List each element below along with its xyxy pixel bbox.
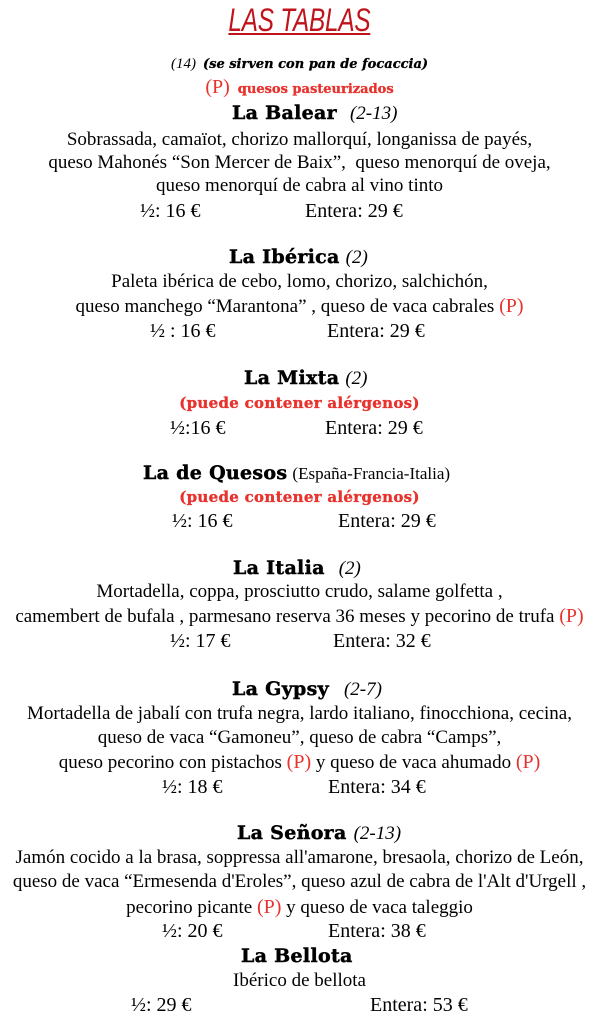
pasteurized-mark: (P) — [559, 605, 584, 627]
tabla-name: La Bellota — [241, 945, 353, 967]
ingredients-text: Jamón cocido a la brasa, soppressa all'amarone, bresaola, chorizo de León, — [15, 847, 584, 868]
price-row — [0, 992, 599, 1018]
whole-price: Entera: 29 € — [327, 320, 425, 342]
tabla-heading — [232, 101, 397, 125]
allergen-line — [0, 485, 599, 509]
price-row — [0, 318, 599, 344]
whole-price: Entera: 38 € — [328, 920, 426, 942]
whole-price: Entera: 29 € — [305, 200, 403, 222]
ingredients-line — [0, 580, 599, 604]
tabla-heading — [233, 556, 361, 580]
pasteurized-mark: (P) — [256, 896, 282, 918]
focaccia-note: (se sirven con pan de focaccia) — [202, 57, 429, 72]
price-row — [0, 415, 599, 441]
tabla-name: La Italia — [233, 557, 325, 579]
ingredients-line — [0, 870, 599, 894]
tabla-portions: (2) — [345, 247, 368, 268]
ingredients-text: queso de vaca “Ermesenda d'Eroles”, queso azul de cabra de l'Alt d'Urgell , — [12, 871, 587, 892]
price-row — [0, 198, 599, 224]
whole-price: Entera: 32 € — [333, 630, 431, 652]
half-price: ½: 16 € — [172, 510, 233, 532]
ingredients-line — [0, 151, 599, 175]
ingredients-text: Mortadella de jabalí con trufa negra, lardo italiano, finocchiona, cecina, — [27, 703, 572, 724]
ingredients-line — [0, 969, 599, 993]
ingredients-text: Ibérico de bellota — [233, 970, 366, 991]
tabla-name: La Ibérica — [229, 246, 340, 268]
tabla-origin: (España-Francia-Italia) — [292, 464, 451, 483]
title-row — [0, 2, 599, 40]
intro-line — [0, 54, 599, 74]
whole-price: Entera: 53 € — [370, 994, 468, 1016]
ingredients-text: camembert de bufala , parmesano reserva 36 meses y pecorino de trufa — [15, 606, 560, 627]
legend-line — [0, 76, 599, 98]
tablas-count: (14) — [170, 56, 196, 72]
allergen-line — [0, 391, 599, 415]
tabla-portions: (2-13) — [349, 103, 398, 124]
ingredients-text: queso Mahonés “Son Mercer de Baix”, queso menorquí de oveja, — [48, 152, 551, 173]
ingredients-text: queso menorquí de cabra al vino tinto — [155, 175, 444, 196]
tabla-portions: (2) — [345, 368, 368, 389]
ingredients-line — [0, 294, 599, 318]
ingredients-text: y queso de vaca taleggio — [281, 897, 473, 918]
tabla-heading — [143, 461, 450, 485]
ingredients-line — [0, 750, 599, 774]
tabla-name: La de Quesos — [143, 462, 288, 484]
price-row — [0, 628, 599, 654]
tabla-heading — [232, 677, 382, 701]
ingredients-text: queso pecorino con pistachos — [58, 752, 287, 773]
half-price: ½:16 € — [170, 417, 226, 439]
pasteurized-mark: (P) — [286, 751, 312, 773]
allergen-note: (puede contener alérgenos) — [179, 394, 420, 412]
tabla-heading — [237, 821, 401, 845]
pasteurized-mark: (P) — [205, 76, 230, 98]
ingredients-text: pecorino picante — [126, 897, 257, 918]
price-row — [0, 774, 599, 800]
whole-price: Entera: 34 € — [328, 776, 426, 798]
ingredients-text: queso manchego “Marantona” , queso de vaca cabrales — [75, 296, 500, 317]
menu-title: LAS TABLAS — [228, 2, 371, 38]
ingredients-line — [0, 895, 599, 919]
ingredients-line — [0, 726, 599, 750]
tabla-heading — [241, 944, 353, 968]
half-price: ½ : 16 € — [150, 320, 216, 342]
half-price: ½: 18 € — [162, 776, 223, 798]
ingredients-line — [0, 846, 599, 870]
ingredients-text: y queso de vaca ahumado — [311, 752, 516, 773]
tabla-heading — [229, 245, 368, 269]
ingredients-line — [0, 174, 599, 198]
pasteurized-legend-text: quesos pasteurizados — [237, 82, 394, 97]
tabla-portions: (2-13) — [353, 823, 402, 844]
price-row — [0, 508, 599, 534]
ingredients-line — [0, 604, 599, 628]
tabla-name: La Gypsy — [232, 678, 329, 700]
whole-price: Entera: 29 € — [325, 417, 423, 439]
tabla-heading — [244, 366, 368, 390]
ingredients-line — [0, 702, 599, 726]
ingredients-line — [0, 128, 599, 152]
ingredients-text: queso de vaca “Gamoneu”, queso de cabra “Camps”, — [97, 727, 502, 748]
whole-price: Entera: 29 € — [338, 510, 436, 532]
tabla-name: La Mixta — [244, 367, 340, 389]
tabla-name: La Señora — [237, 822, 347, 844]
ingredients-text: Paleta ibérica de cebo, lomo, chorizo, salchichón, — [111, 271, 488, 292]
half-price: ½: 16 € — [140, 200, 201, 222]
pasteurized-mark: (P) — [499, 295, 524, 317]
half-price: ½: 17 € — [170, 630, 231, 652]
half-price: ½: 20 € — [162, 920, 223, 942]
tabla-portions: (2) — [338, 558, 361, 579]
price-row — [0, 918, 599, 944]
ingredients-line — [0, 270, 599, 294]
tabla-portions: (2-7) — [343, 679, 382, 700]
tabla-name: La Balear — [232, 102, 337, 124]
allergen-note: (puede contener alérgenos) — [179, 488, 420, 506]
ingredients-text: Sobrassada, camaïot, chorizo mallorquí, longanissa de payés, — [66, 129, 533, 150]
ingredients-text: Mortadella, coppa, prosciutto crudo, salame golfetta , — [96, 581, 503, 602]
half-price: ½: 29 € — [131, 994, 192, 1016]
pasteurized-mark: (P) — [515, 751, 541, 773]
